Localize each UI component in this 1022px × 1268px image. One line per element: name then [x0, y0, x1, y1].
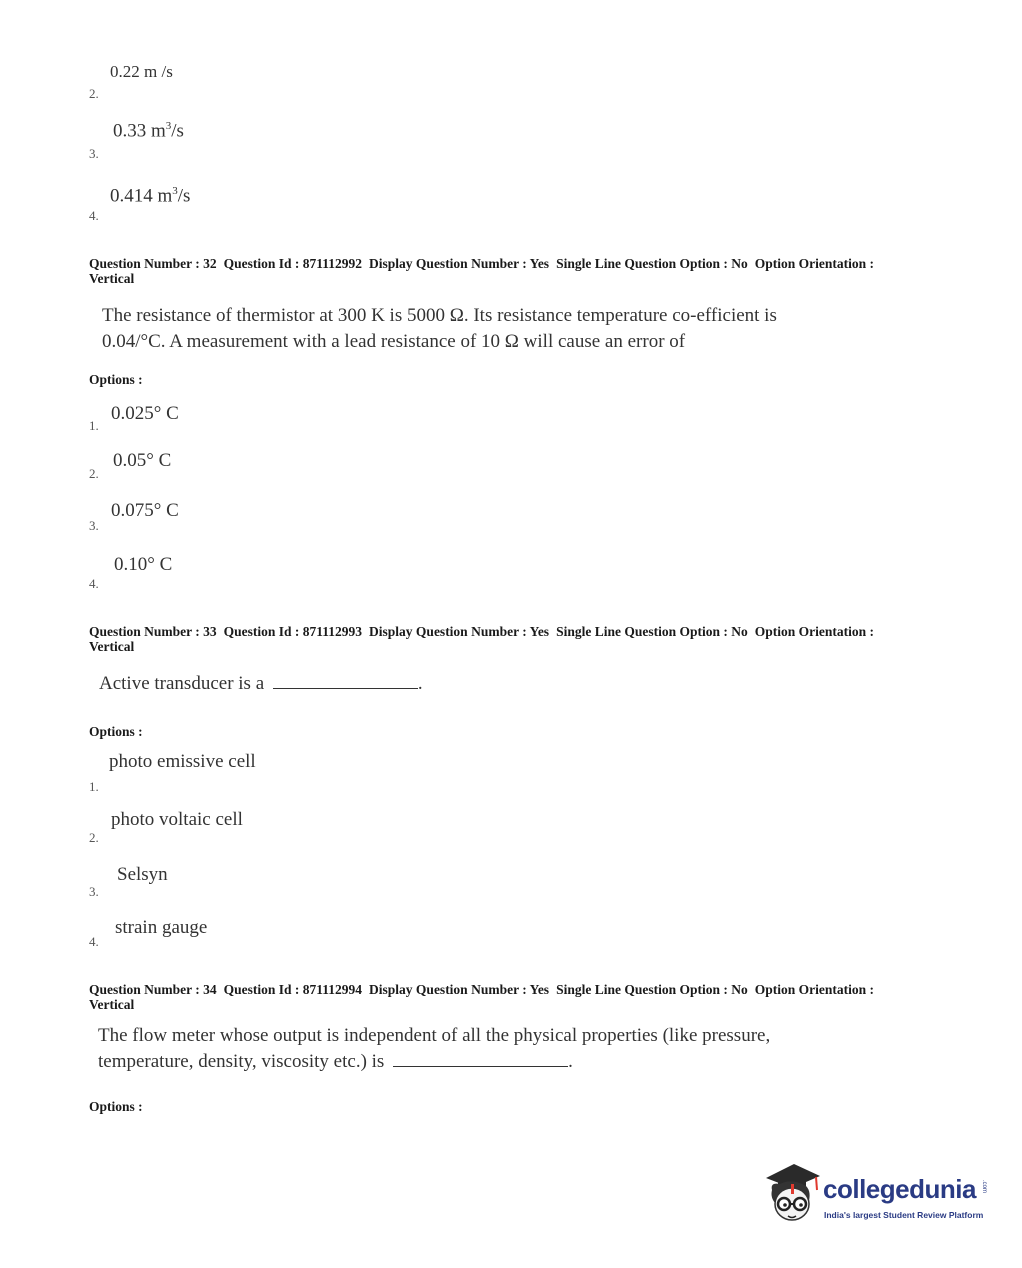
logo-com: .com	[981, 1180, 987, 1194]
q31-option-2-number: 2.	[89, 86, 99, 101]
q32-meta: Question Number : 32 Question Id : 871112992 Display Question Number : Yes Single Line Question Option : No Option Orientation : Vertical	[89, 256, 874, 286]
q31-option-3-text: 0.33 $m^3/s$	[113, 120, 184, 142]
q33-option-1-number: 1.	[89, 779, 99, 794]
q31-option-4-text: 0.414 $m^3/s$	[110, 185, 191, 207]
q32-option-4-text: 0.10° C	[114, 554, 173, 575]
q33-meta: Question Number : 33 Question Id : 871112993 Display Question Number : Yes Single Line Question Option : No Option Orientation : Vertical	[89, 624, 874, 654]
q31-option-3-number: 3.	[89, 146, 99, 161]
q33-option-2-text: photo voltaic cell	[111, 809, 243, 830]
q33-option-4-text: strain gauge	[115, 917, 208, 938]
q31-option-2-text: 0.22 m /s	[110, 62, 173, 81]
q32-options-label: Options :	[89, 372, 143, 387]
mascot-icon	[762, 1160, 822, 1230]
q32-option-3-text: 0.075° C	[111, 500, 179, 521]
logo-name: collegedunia	[823, 1174, 976, 1204]
q32-option-2-number: 2.	[89, 466, 99, 481]
q32-question-text: The resistance of thermistor at 300 K is 5000 Ω. Its resistance temperature co-efficient is 0.04/°C. A measurement with a lead resistance of 10 Ω will cause an error of	[102, 305, 777, 352]
q34-meta: Question Number : 34 Question Id : 871112994 Display Question Number : Yes Single Line Question Option : No Option Orientation : Vertical	[89, 982, 874, 1012]
q33-question-text: Active transducer is a .	[99, 673, 423, 694]
q33-option-1-text: photo emissive cell	[109, 751, 256, 772]
q32-option-4-number: 4.	[89, 576, 99, 591]
q33-option-4-number: 4.	[89, 934, 99, 949]
logo-tagline: India's largest Student Review Platform	[824, 1210, 984, 1220]
q32-option-3-number: 3.	[89, 518, 99, 533]
q33-option-2-number: 2.	[89, 830, 99, 845]
q33-option-3-number: 3.	[89, 884, 99, 899]
q34-answer-blank	[393, 1050, 568, 1067]
q34-question-text: The flow meter whose output is independent of all the physical properties (like pressure, temperature, density, viscosity etc.) is .	[98, 1025, 771, 1072]
q33-option-3-text: Selsyn	[117, 864, 168, 885]
q31-option-4-number: 4.	[89, 208, 99, 223]
q32-option-1-number: 1.	[89, 418, 99, 433]
q33-options-label: Options :	[89, 724, 143, 739]
q33-answer-blank	[273, 672, 418, 689]
q34-options-label: Options :	[89, 1099, 143, 1114]
q32-option-1-text: 0.025° C	[111, 403, 179, 424]
collegedunia-logo	[762, 1160, 992, 1232]
q32-option-2-text: 0.05° C	[113, 450, 172, 471]
